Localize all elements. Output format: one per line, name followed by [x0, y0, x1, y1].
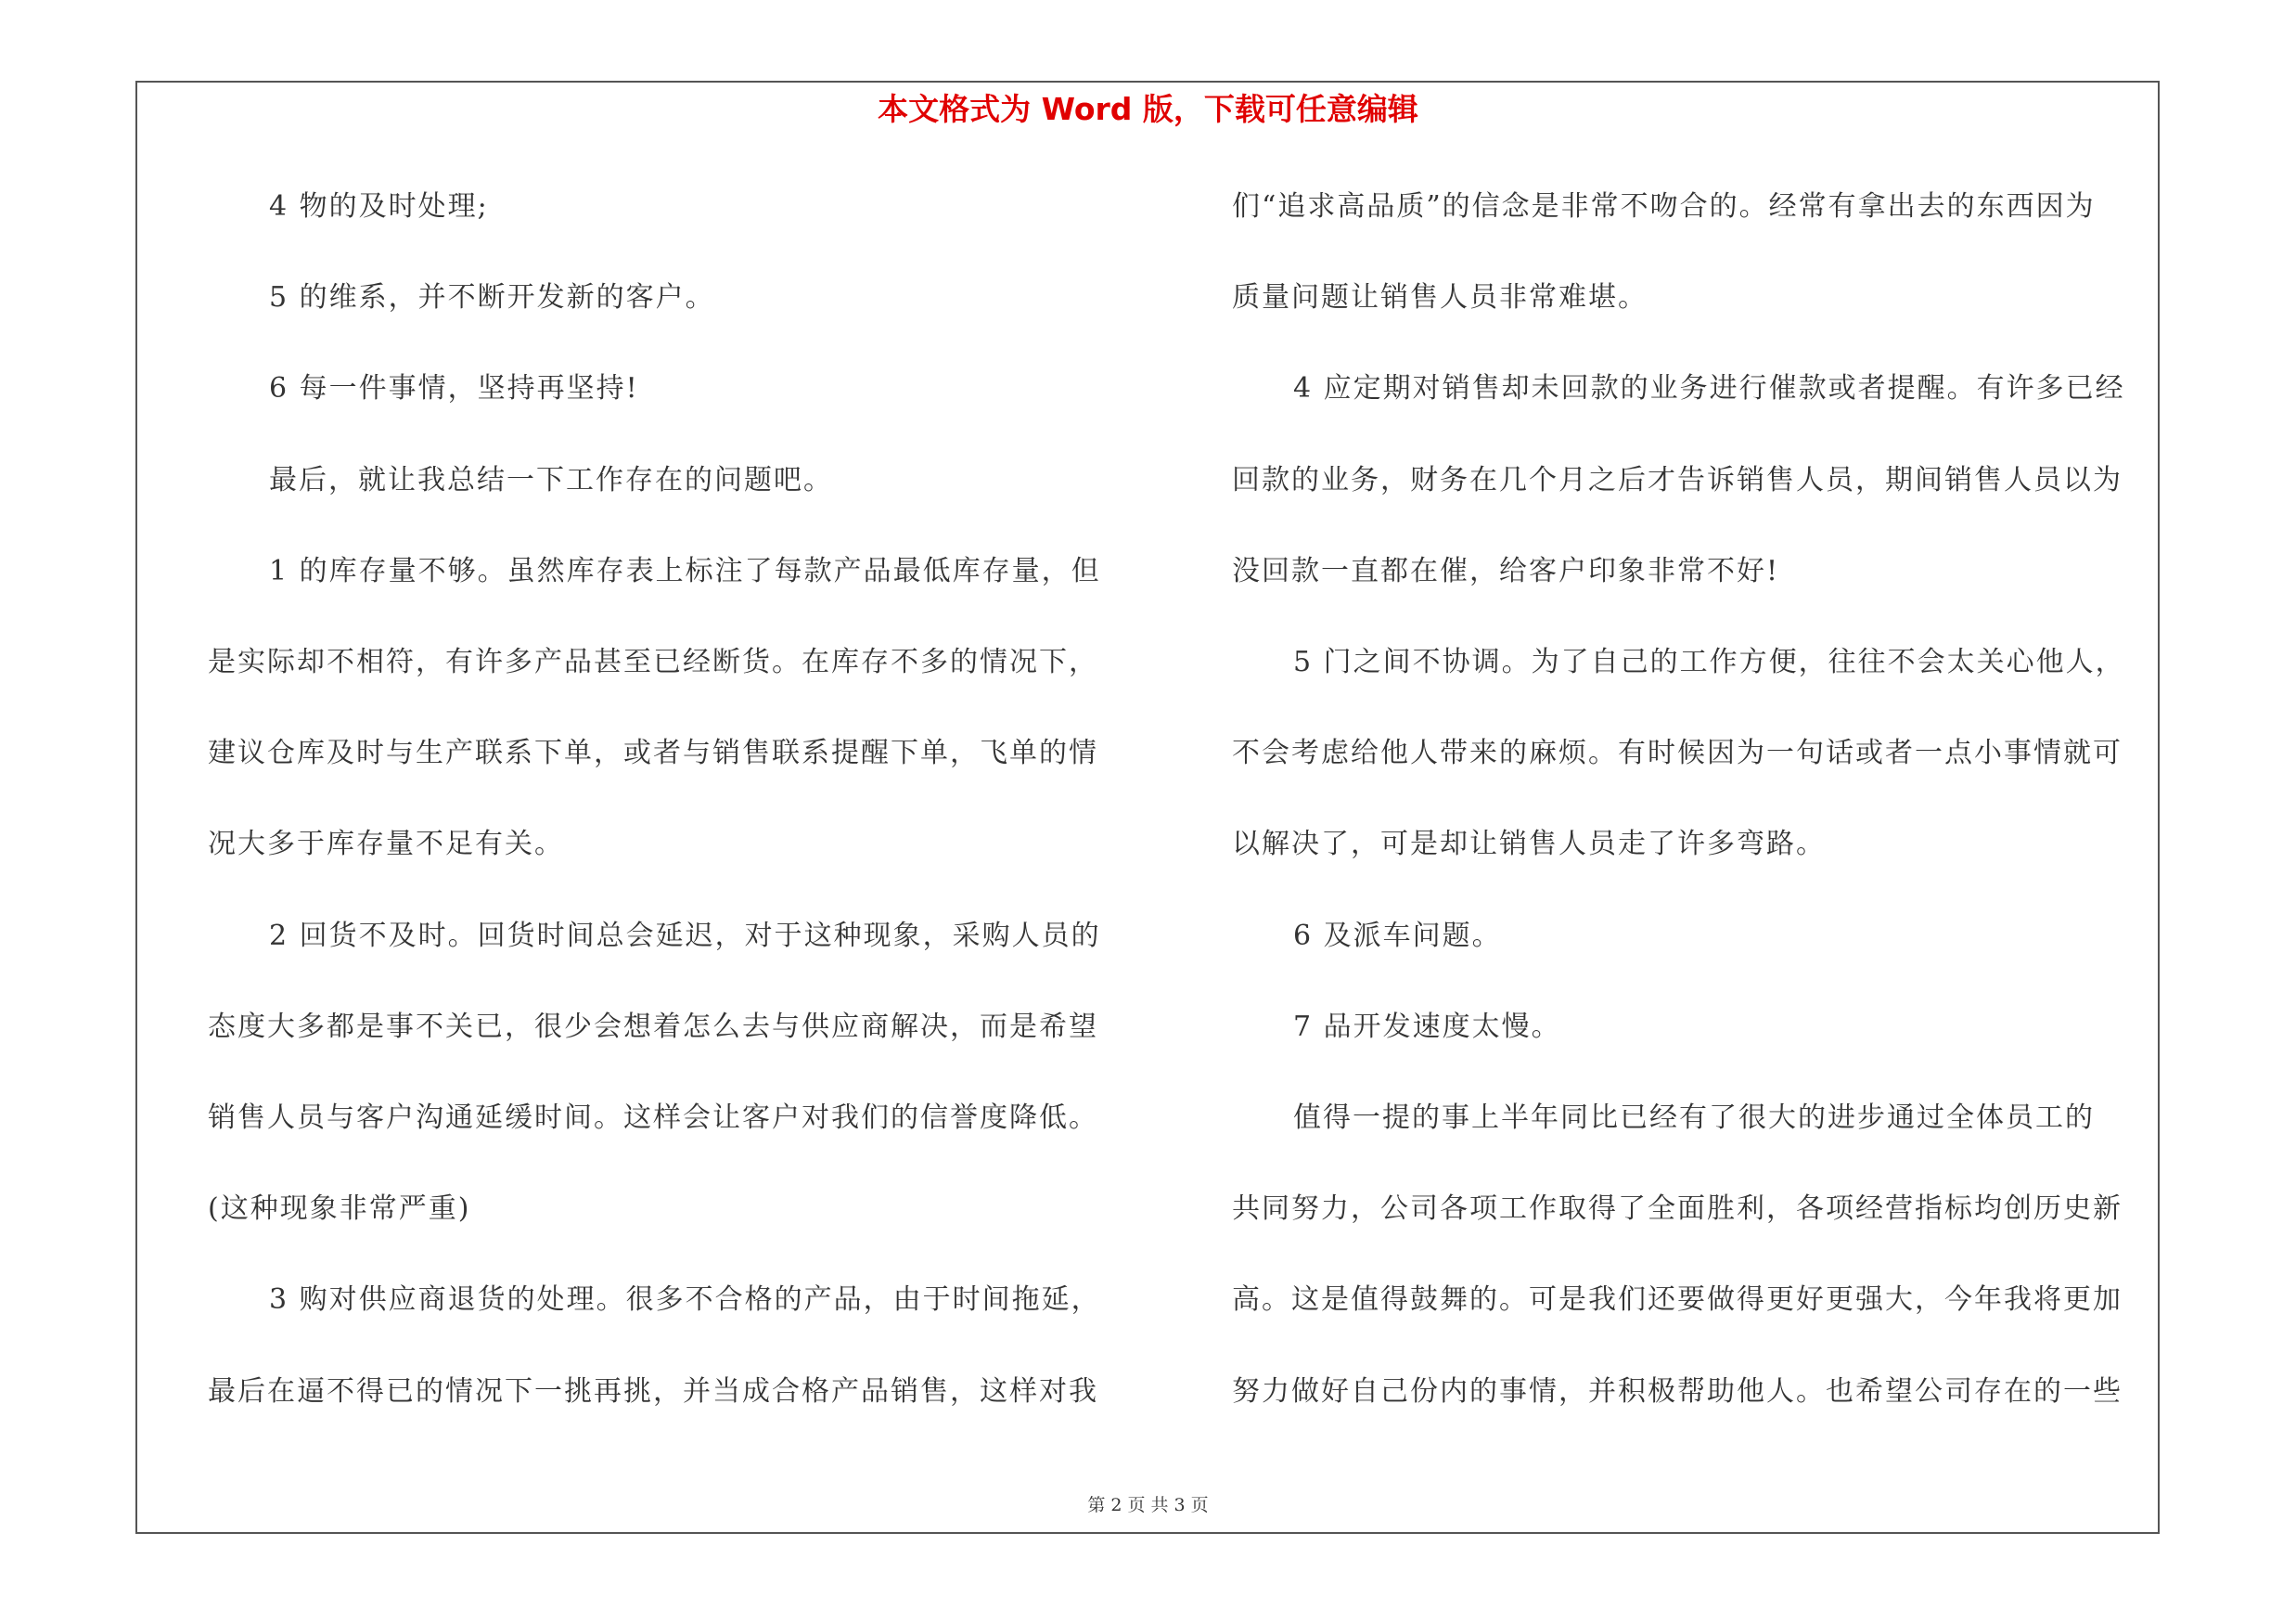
text-line: 值得一提的事上半年同比已经有了很大的进步通过全体员工的 [1293, 1101, 2095, 1134]
page-number: 第 2 页 共 3 页 [1087, 1495, 1209, 1515]
text-line: 销售人员与客户沟通延缓时间。这样会让客户对我们的信誉度降低。 [208, 1101, 1098, 1134]
text-line: 5 门之间不协调。为了自己的工作方便，往往不会太关心他人， [1293, 646, 2125, 678]
text-line: 回款的业务，财务在几个月之后才告诉销售人员，期间销售人员以为 [1232, 463, 2123, 496]
text-line: 7 品开发速度太慢。 [1293, 1010, 1561, 1043]
text-line: 最后在逼不得已的情况下一挑再挑，并当成合格产品销售，这样对我 [208, 1374, 1098, 1408]
text-line: 没回款一直都在催，给客户印象非常不好! [1232, 554, 1780, 587]
text-line: 高。这是值得鼓舞的。可是我们还要做得更好更强大，今年我将更加 [1232, 1283, 2123, 1317]
text-line: 6 及派车问题。 [1293, 919, 1502, 952]
text-line: 建议仓库及时与生产联系下单，或者与销售联系提醒下单，飞单的情 [208, 737, 1098, 770]
text-line: 况大多于库存量不足有关。 [208, 828, 564, 861]
text-line: 最后，就让我总结一下工作存在的问题吧。 [269, 463, 833, 496]
text-line: 4 应定期对销售却未回款的业务进行催款或者提醒。有许多已经 [1293, 372, 2125, 406]
text-line: 努力做好自己份内的事情，并积极帮助他人。也希望公司存在的一些 [1232, 1374, 2123, 1408]
text-line: 们“追求高品质”的信念是非常不吻合的。经常有拿出去的东西因为 [1232, 190, 2096, 223]
text-line: 态度大多都是事不关已，很少会想着怎么去与供应商解决，而是希望 [208, 1010, 1098, 1043]
format-banner: 本文格式为 Word 版，下载可任意编辑 [878, 91, 1418, 127]
text-line: (这种现象非常严重) [208, 1192, 471, 1226]
text-line: 共同努力，公司各项工作取得了全面胜利，各项经营指标均创历史新 [1232, 1192, 2123, 1226]
text-line: 以解决了，可是却让销售人员走了许多弯路。 [1232, 828, 1826, 861]
text-line: 1 的库存量不够。虽然库存表上标注了每款产品最低库存量，但 [269, 554, 1101, 587]
text-line: 5 的维系，并不断开发新的客户。 [269, 281, 715, 315]
text-line: 6 每一件事情，坚持再坚持! [269, 372, 639, 406]
text-line: 不会考虑给他人带来的麻烦。有时候因为一句话或者一点小事情就可 [1232, 737, 2123, 770]
text-line: 3 购对供应商退货的处理。很多不合格的产品，由于时间拖延， [269, 1283, 1101, 1317]
text-line: 4 物的及时处理; [269, 190, 489, 223]
text-line: 是实际却不相符，有许多产品甚至已经断货。在库存不多的情况下， [208, 646, 1098, 678]
text-line: 2 回货不及时。回货时间总会延迟，对于这种现象，采购人员的 [269, 919, 1101, 952]
text-line: 质量问题让销售人员非常难堪。 [1232, 281, 1648, 315]
